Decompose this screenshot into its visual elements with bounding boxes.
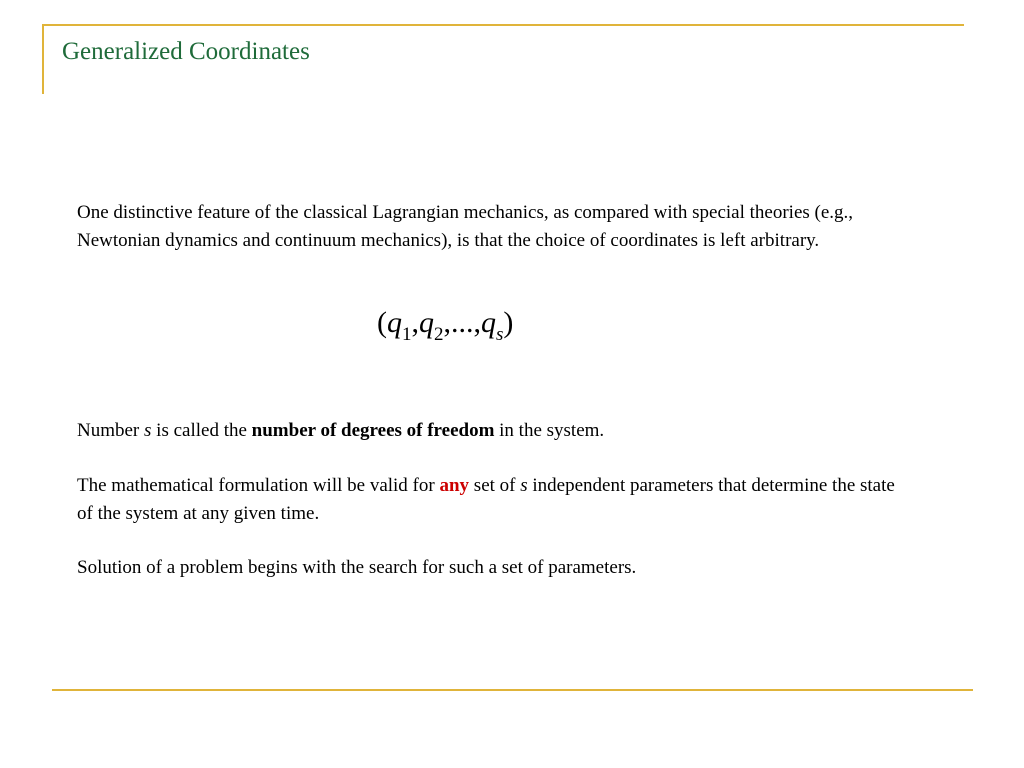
formula-q1: q bbox=[387, 306, 402, 339]
top-rule-vertical bbox=[42, 24, 44, 94]
slide-title: Generalized Coordinates bbox=[62, 38, 310, 65]
formula-qs: q bbox=[481, 306, 496, 339]
validity-paragraph bbox=[77, 472, 907, 527]
validity-text-after: independent parameters that determine the state of the system at any given time. bbox=[77, 475, 895, 524]
formula-sep-1: , bbox=[411, 306, 419, 339]
formula-sub-2: 2 bbox=[434, 324, 444, 345]
validity-text-middle: set of bbox=[469, 475, 521, 496]
intro-paragraph: One distinctive feature of the classical Lagrangian mechanics, as compared with special theories (e.g., Newtonian dynamics and continuum mechanics), is that the choice of coordinates is left arbitrary. bbox=[77, 202, 854, 251]
degrees-var-s: s bbox=[144, 420, 152, 441]
formula-q2: q bbox=[419, 306, 434, 339]
formula-sub-s-var: s bbox=[496, 324, 504, 345]
degrees-paragraph bbox=[77, 417, 907, 445]
formula-open-paren: ( bbox=[377, 306, 387, 339]
degrees-term: number of degrees of freedom bbox=[251, 420, 495, 441]
formula-sub-1: 1 bbox=[402, 324, 412, 345]
validity-highlight-any: any bbox=[439, 475, 470, 496]
validity-var-s: s bbox=[520, 475, 528, 496]
solution-paragraph: Solution of a problem begins with the search for such a set of parameters. bbox=[77, 557, 637, 578]
validity-text-before: The mathematical formulation will be valid for bbox=[77, 475, 440, 496]
degrees-text-before: Number bbox=[77, 420, 145, 441]
formula-close-paren: ) bbox=[503, 306, 514, 339]
top-rule-horizontal bbox=[42, 24, 964, 26]
formula-sep-2: ,..., bbox=[443, 306, 481, 339]
degrees-text-after: in the system. bbox=[494, 420, 605, 441]
coordinates-formula bbox=[377, 306, 514, 345]
bottom-rule bbox=[52, 689, 973, 691]
degrees-text-middle: is called the bbox=[151, 420, 252, 441]
